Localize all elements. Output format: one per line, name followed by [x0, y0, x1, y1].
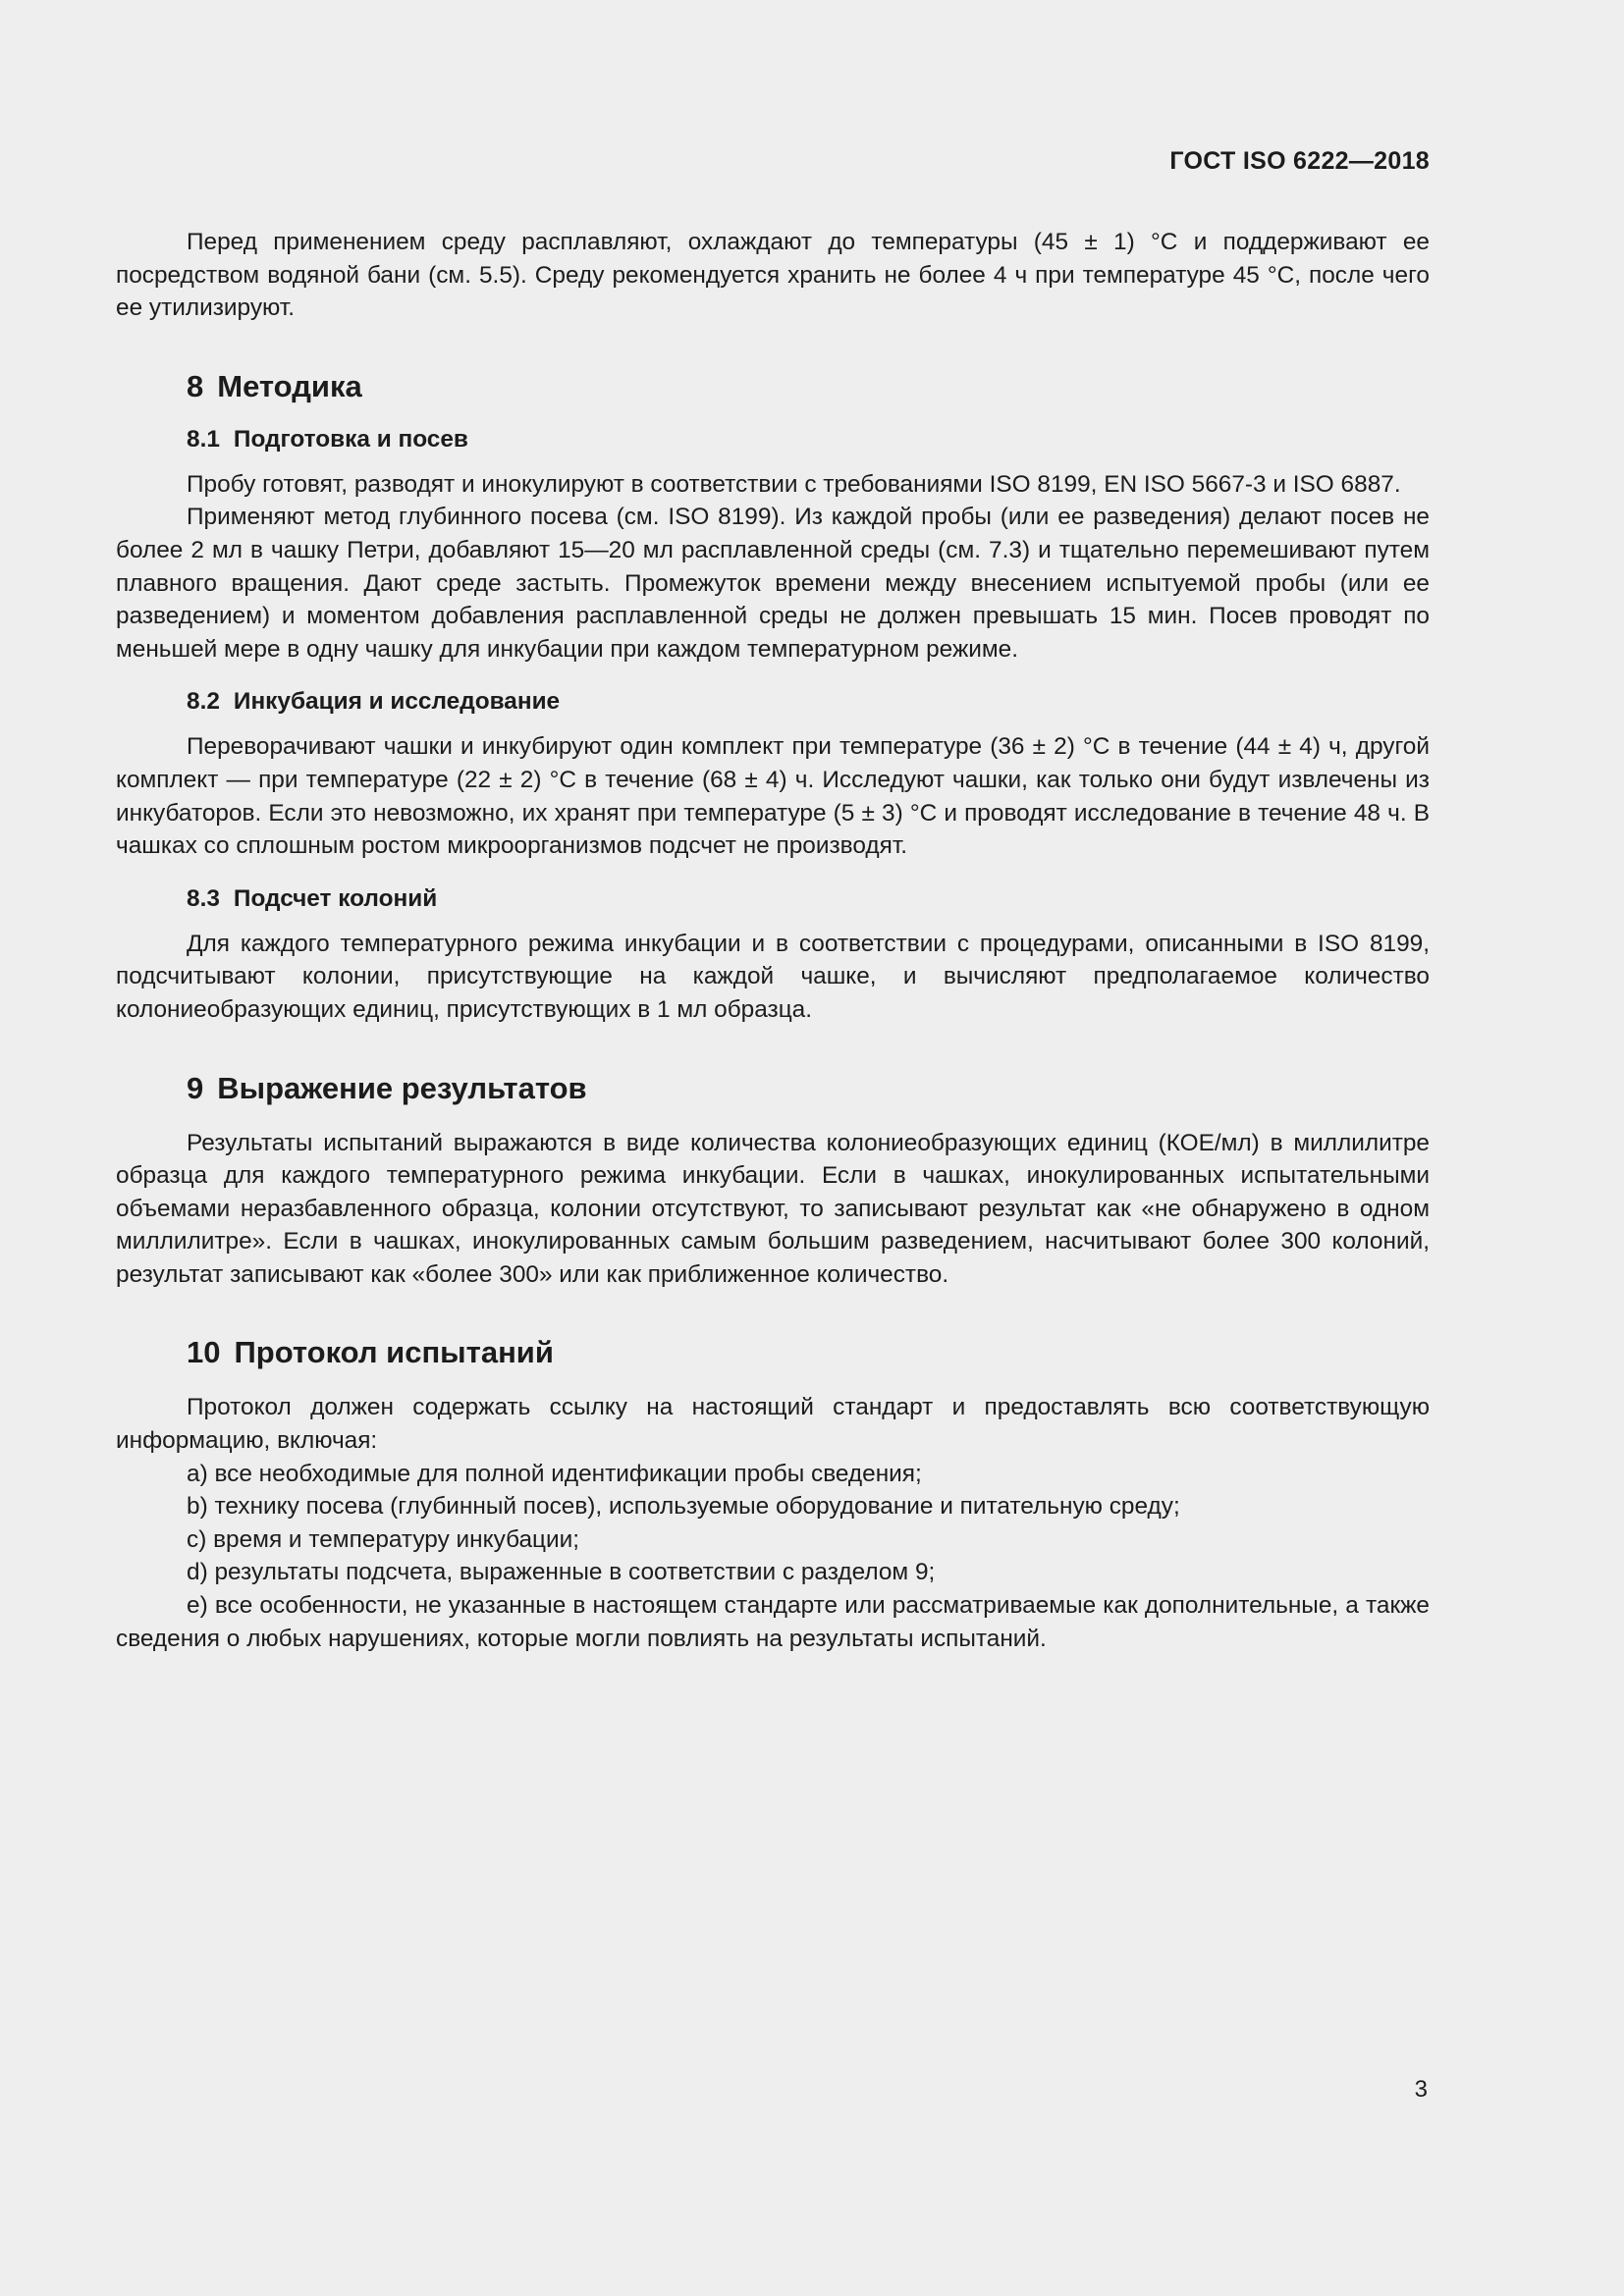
- paragraph: Пробу готовят, разводят и инокулируют в соответствии с требованиями ISO 8199, EN ISO 5667-3 и ISO 6887.: [187, 470, 1401, 498]
- section-title: Протокол испытаний: [234, 1335, 554, 1370]
- paragraph: Для каждого температурного режима инкубации и в соответствии с процедурами, описанными в ISO 8199, подсчитывают колонии, присутствующие на каждой чашке, и вычисляют предполагаемое количество колониеобразующих единиц, присутствующих в 1 мл образца.: [116, 930, 1430, 1023]
- document-header: ГОСТ ISO 6222—2018: [1169, 147, 1430, 175]
- section-number: 9: [187, 1070, 204, 1105]
- page-number: 3: [1414, 2076, 1428, 2103]
- paragraph: Протокол должен содержать ссылку на настоящий стандарт и предоставлять всю соответствующую информацию, включая:: [116, 1394, 1430, 1455]
- subsection-title: Подсчет колоний: [233, 884, 438, 912]
- subsection-8-2-heading: [187, 687, 1430, 717]
- subsection-title: Инкубация и исследование: [233, 688, 561, 716]
- intro-paragraph: Перед применением среду расплавляют, охлаждают до температуры (45 ± 1) °С и поддерживают ее посредством водяной бани (см. 5.5). Среду рекомендуется хранить не более 4 ч при температуре 45 °С, после чего ее утилизируют.: [116, 229, 1430, 322]
- paragraph: Переворачивают чашки и инкубируют один комплект при температуре (36 ± 2) °С в течение (44 ± 4) ч, другой комплект — при температуре (22 ± 2) °С в течение (68 ± 4) ч. Исследуют чашки, как только они будут извлечены из инкубаторов. Если это невозможно, их хранят при температуре (5 ± 3) °С и проводят исследование в течение 48 ч. В чашках со сплошным ростом микроорганизмов подсчет не производят.: [116, 733, 1430, 860]
- subsection-number: 8.3: [187, 884, 220, 912]
- subsection-title: Подготовка и посев: [233, 425, 468, 453]
- list-item: b) технику посева (глубинный посев), используемые оборудование и питательную среду;: [187, 1493, 1180, 1521]
- subsection-number: 8.1: [187, 425, 220, 453]
- paragraph: Результаты испытаний выражаются в виде количества колониеобразующих единиц (КОЕ/мл) в миллилитре образца для каждого температурного режима инкубации. Если в чашках, инокулированных испытательными объемами неразбавленного образца, колонии отсутствуют, то записывают результат как «не обнаружено в одном миллилитре». Если в чашках, инокулированных самым большим разведением, насчитывают более 300 колоний, результат записывают как «более 300» или как приближенное количество.: [116, 1129, 1430, 1288]
- list-item: d) результаты подсчета, выраженные в соответствии с разделом 9;: [187, 1559, 936, 1586]
- paragraph: Применяют метод глубинного посева (см. ISO 8199). Из каждой пробы (или ее разведения) делают посев не более 2 мл в чашку Петри, добавляют 15—20 мл расплавленной среды (см. 7.3) и тщательно перемешивают путем плавного вращения. Дают среде застыть. Промежуток времени между внесением испытуемой пробы (или ее разведением) и моментом добавления расплавленной среды не должен превышать 15 мин. Посев проводят по меньшей мере в одну чашку для инкубации при каждом температурном режиме.: [116, 504, 1430, 663]
- section-title: Выражение результатов: [217, 1070, 587, 1105]
- section-title: Методика: [217, 368, 362, 403]
- list-item: e) все особенности, не указанные в настоящем стандарте или рассматриваемые как дополнительные, а также сведения о любых нарушениях, которые могли повлиять на результаты испытаний.: [116, 1592, 1430, 1652]
- section-number: 10: [187, 1335, 221, 1370]
- subsection-number: 8.2: [187, 688, 220, 716]
- section-number: 8: [187, 368, 204, 403]
- section-9-heading: [187, 1070, 1430, 1107]
- list-item: c) время и температуру инкубации;: [187, 1525, 580, 1553]
- list-item: a) все необходимые для полной идентификации пробы сведения;: [187, 1460, 922, 1487]
- section-10-heading: [187, 1334, 1430, 1371]
- subsection-8-3-heading: [187, 884, 1430, 914]
- subsection-8-1-heading: [187, 425, 1430, 454]
- document-body: [116, 226, 1430, 1655]
- section-8-heading: [187, 368, 1430, 405]
